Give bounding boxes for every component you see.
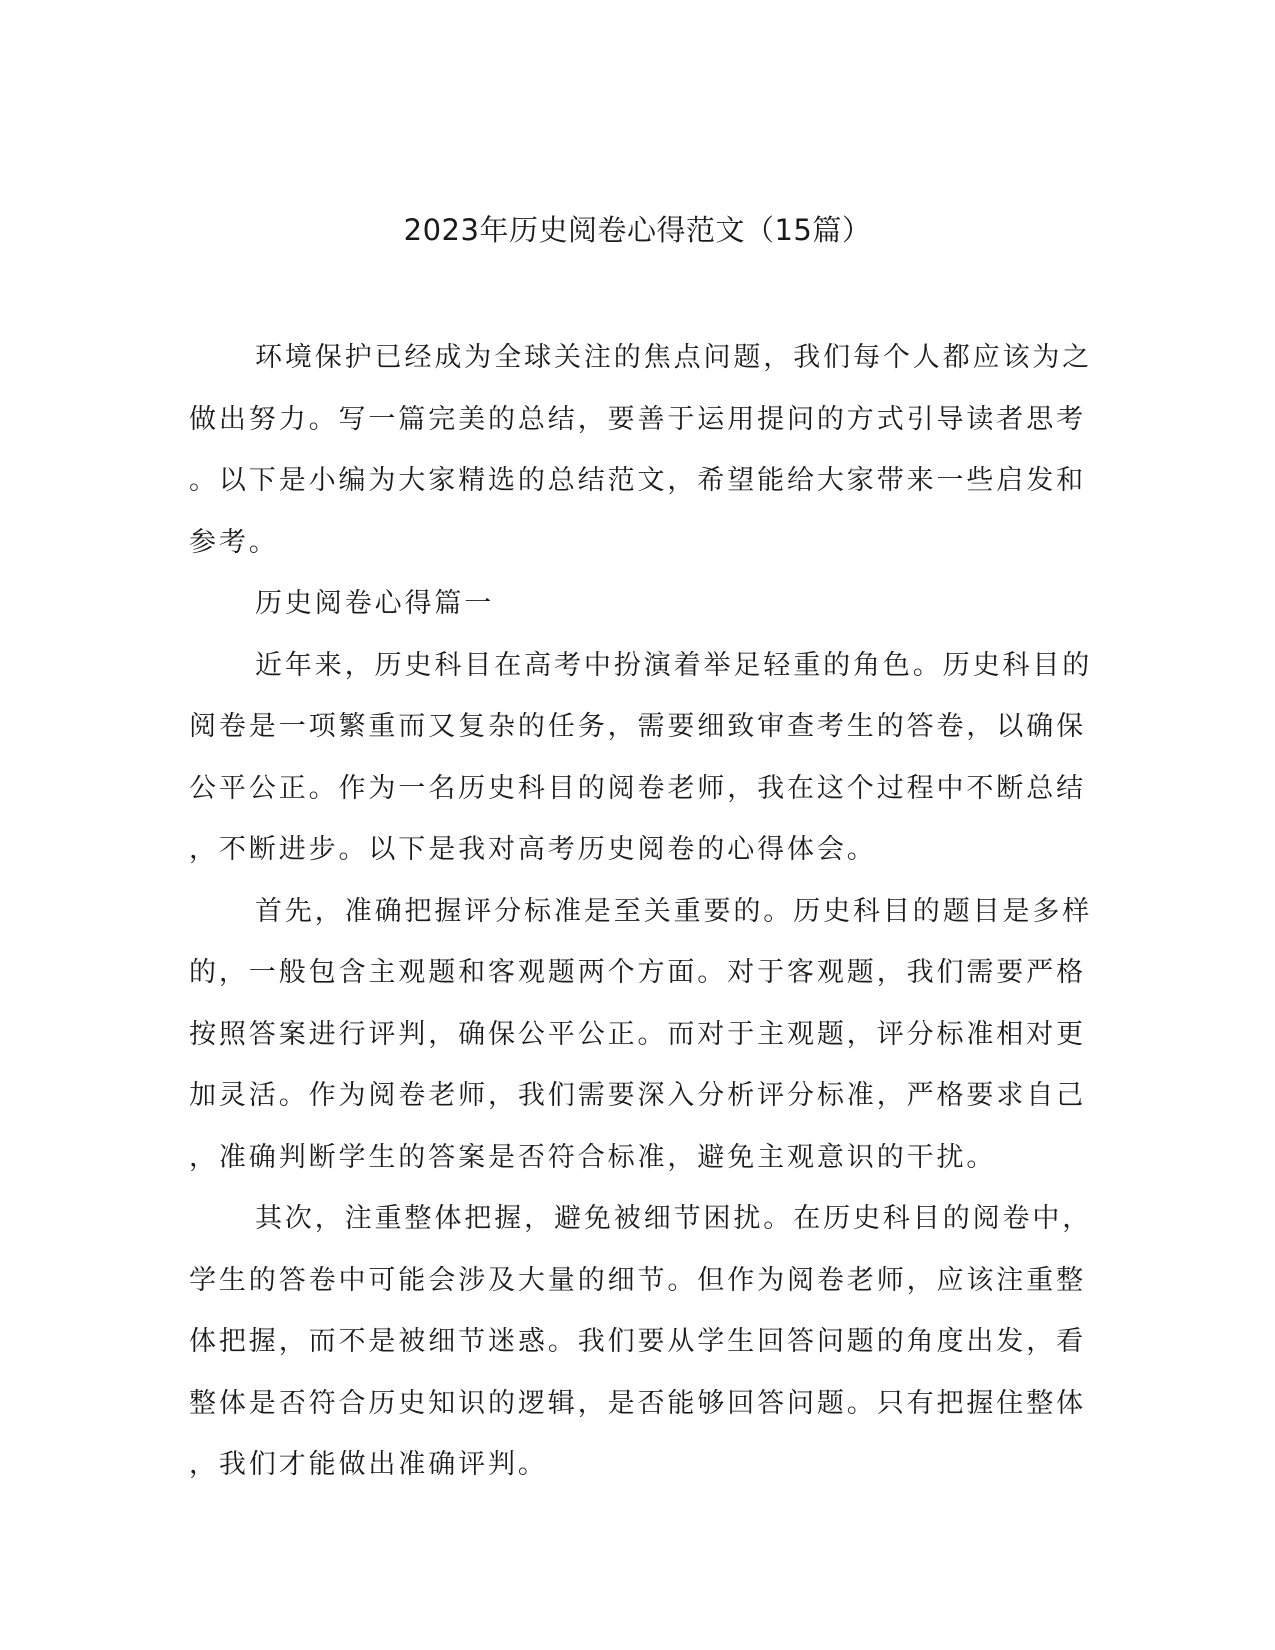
paragraph-1-line-3: 公平公正。作为一名历史科目的阅卷老师，我在这个过程中不断总结	[189, 772, 1086, 804]
paragraph-2-line-1: 首先，准确把握评分标准是至关重要的。历史科目的题目是多样	[255, 895, 1093, 927]
paragraph-2-line-5: ，准确判断学生的答案是否符合标准，避免主观意识的干扰。	[189, 1141, 997, 1173]
paragraph-2-line-3: 按照答案进行评判，确保公平公正。而对于主观题，评分标准相对更	[189, 1018, 1086, 1050]
paragraph-1-line-4: ，不断进步。以下是我对高考历史阅卷的心得体会。	[189, 834, 877, 865]
paragraph-2-line-2: 的，一般包含主观题和客观题两个方面。对于客观题，我们需要严格	[189, 957, 1086, 988]
paragraph-3-line-2: 学生的答卷中可能会涉及大量的细节。但作为阅卷老师，应该注重整	[189, 1264, 1086, 1296]
document-body	[189, 327, 1093, 1496]
paragraph-intro-line-4: 参考。	[189, 526, 279, 558]
paragraph-2-line-4: 加灵活。作为阅卷老师，我们需要深入分析评分标准，严格要求自己	[189, 1080, 1086, 1111]
paragraph-3-line-1: 其次，注重整体把握，避免被细节困扰。在历史科目的阅卷中，	[255, 1203, 1093, 1234]
paragraph-3-line-5: ，我们才能做出准确评判。	[189, 1449, 548, 1480]
paragraph-intro-line-2: 做出努力。写一篇完美的总结，要善于运用提问的方式引导读者思考	[189, 403, 1086, 435]
paragraph-intro-line-3: 。以下是小编为大家精选的总结范文，希望能给大家带来一些启发和	[189, 465, 1086, 496]
section-heading: 历史阅卷心得篇一	[255, 588, 495, 619]
paragraph-3-line-4: 整体是否符合历史知识的逻辑，是否能够回答问题。只有把握住整体	[189, 1387, 1086, 1419]
paragraph-3-line-3: 体把握，而不是被细节迷惑。我们要从学生回答问题的角度出发，看	[189, 1326, 1086, 1357]
paragraph-1-line-2: 阅卷是一项繁重而又复杂的任务，需要细致审查考生的答卷，以确保	[189, 711, 1086, 742]
paragraph-1-line-1: 近年来，历史科目在高考中扮演着举足轻重的角色。历史科目的	[255, 649, 1093, 681]
document-title: 2023年历史阅卷心得范文（15篇）	[403, 213, 872, 247]
paragraph-intro-line-1: 环境保护已经成为全球关注的焦点问题，我们每个人都应该为之	[255, 342, 1093, 373]
